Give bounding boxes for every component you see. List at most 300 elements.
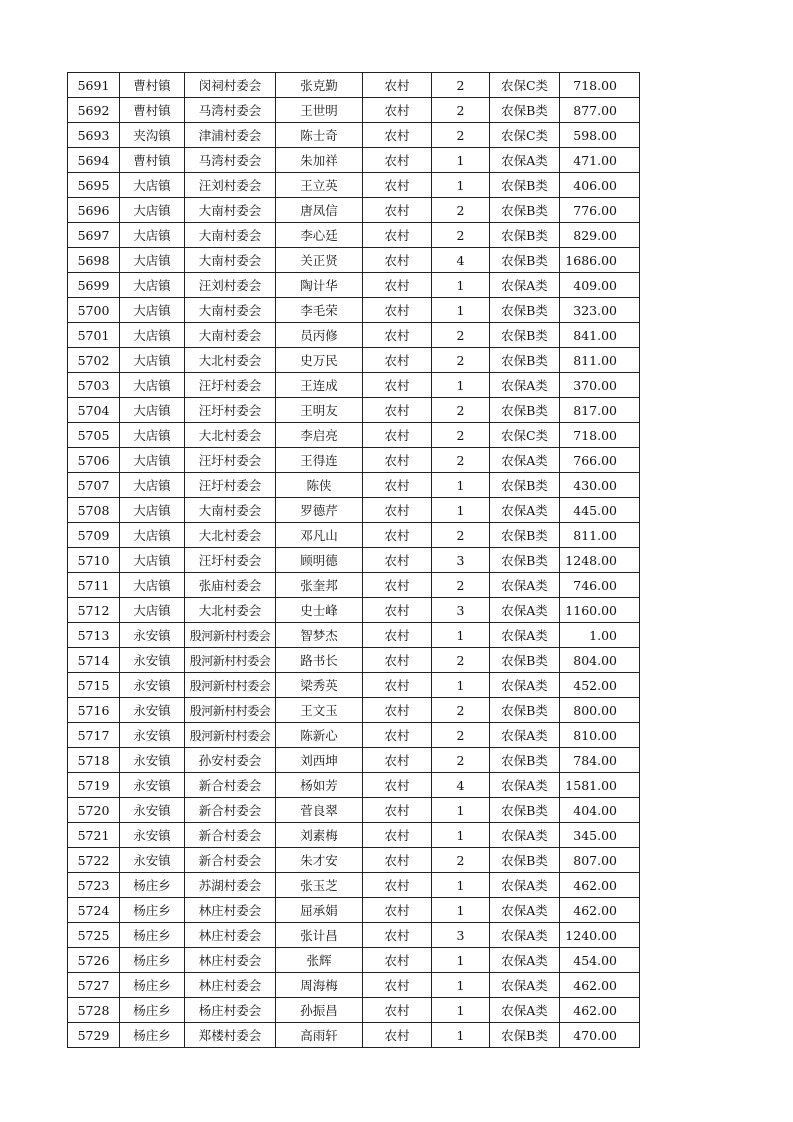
table-row: [68, 348, 640, 373]
household-type-cell: 农村: [363, 373, 432, 398]
amount-cell: 409.00: [560, 273, 640, 298]
name-cell: 菅良翠: [276, 798, 363, 823]
insurance-category-cell: 农保B类: [490, 298, 560, 323]
insurance-category-cell: 农保A类: [490, 623, 560, 648]
insurance-category-cell: 农保A类: [490, 898, 560, 923]
town-cell: 杨庄乡: [120, 998, 185, 1023]
town-cell: 永安镇: [120, 823, 185, 848]
name-cell: 罗德芹: [276, 498, 363, 523]
table-row: [68, 173, 640, 198]
insurance-category-cell: 农保B类: [490, 198, 560, 223]
household-size-cell: 2: [432, 98, 490, 123]
insurance-category-cell: 农保A类: [490, 823, 560, 848]
name-cell: 路书长: [276, 648, 363, 673]
insurance-category-cell: 农保A类: [490, 998, 560, 1023]
household-size-cell: 1: [432, 498, 490, 523]
record-id-cell: 5717: [68, 723, 120, 748]
household-size-cell: 1: [432, 998, 490, 1023]
name-cell: 张奎邦: [276, 573, 363, 598]
record-id-cell: 5716: [68, 698, 120, 723]
amount-cell: 877.00: [560, 98, 640, 123]
record-id-cell: 5697: [68, 223, 120, 248]
town-cell: 杨庄乡: [120, 1023, 185, 1048]
village-committee-cell: 大南村委会: [185, 498, 276, 523]
insurance-category-cell: 农保B类: [490, 348, 560, 373]
record-id-cell: 5711: [68, 573, 120, 598]
town-cell: 大店镇: [120, 448, 185, 473]
insurance-category-cell: 农保B类: [490, 798, 560, 823]
household-size-cell: 2: [432, 523, 490, 548]
table-row: [68, 123, 640, 148]
insurance-category-cell: 农保A类: [490, 948, 560, 973]
household-type-cell: 农村: [363, 448, 432, 473]
record-id-cell: 5706: [68, 448, 120, 473]
name-cell: 王世明: [276, 98, 363, 123]
village-committee-cell: 孙安村委会: [185, 748, 276, 773]
village-committee-cell: 新合村委会: [185, 823, 276, 848]
table-row: [68, 898, 640, 923]
amount-cell: 784.00: [560, 748, 640, 773]
name-cell: 周海梅: [276, 973, 363, 998]
amount-cell: 452.00: [560, 673, 640, 698]
name-cell: 顾明德: [276, 548, 363, 573]
name-cell: 李启亮: [276, 423, 363, 448]
insurance-category-cell: 农保B类: [490, 473, 560, 498]
record-id-cell: 5701: [68, 323, 120, 348]
village-committee-cell: 津浦村委会: [185, 123, 276, 148]
village-committee-cell: 汪圩村委会: [185, 473, 276, 498]
household-type-cell: 农村: [363, 273, 432, 298]
amount-cell: 462.00: [560, 998, 640, 1023]
village-committee-cell: 殷河新村村委会: [185, 698, 276, 723]
insurance-category-cell: 农保B类: [490, 1023, 560, 1048]
household-type-cell: 农村: [363, 123, 432, 148]
household-size-cell: 2: [432, 398, 490, 423]
table-row: [68, 648, 640, 673]
town-cell: 大店镇: [120, 473, 185, 498]
amount-cell: 370.00: [560, 373, 640, 398]
name-cell: 史万民: [276, 348, 363, 373]
table-row: [68, 723, 640, 748]
village-committee-cell: 殷河新村村委会: [185, 623, 276, 648]
record-id-cell: 5722: [68, 848, 120, 873]
household-type-cell: 农村: [363, 748, 432, 773]
table-row: [68, 873, 640, 898]
table-row: [68, 548, 640, 573]
record-id-cell: 5727: [68, 973, 120, 998]
household-size-cell: 4: [432, 248, 490, 273]
household-size-cell: 1: [432, 823, 490, 848]
amount-cell: 776.00: [560, 198, 640, 223]
household-type-cell: 农村: [363, 923, 432, 948]
village-committee-cell: 新合村委会: [185, 773, 276, 798]
town-cell: 曹村镇: [120, 73, 185, 98]
household-type-cell: 农村: [363, 198, 432, 223]
table-row: [68, 148, 640, 173]
household-size-cell: 2: [432, 348, 490, 373]
town-cell: 大店镇: [120, 573, 185, 598]
household-size-cell: 2: [432, 198, 490, 223]
name-cell: 梁秀英: [276, 673, 363, 698]
town-cell: 永安镇: [120, 798, 185, 823]
record-id-cell: 5696: [68, 198, 120, 223]
record-id-cell: 5692: [68, 98, 120, 123]
table-row: [68, 673, 640, 698]
name-cell: 邓凡山: [276, 523, 363, 548]
household-size-cell: 1: [432, 473, 490, 498]
name-cell: 刘西坤: [276, 748, 363, 773]
record-id-cell: 5712: [68, 598, 120, 623]
table-row: [68, 748, 640, 773]
village-committee-cell: 林庄村委会: [185, 973, 276, 998]
insurance-category-cell: 农保B类: [490, 748, 560, 773]
household-type-cell: 农村: [363, 948, 432, 973]
name-cell: 陈新心: [276, 723, 363, 748]
insurance-category-cell: 农保B类: [490, 223, 560, 248]
record-id-cell: 5723: [68, 873, 120, 898]
name-cell: 孙振昌: [276, 998, 363, 1023]
village-committee-cell: 汪圩村委会: [185, 398, 276, 423]
name-cell: 刘素梅: [276, 823, 363, 848]
household-type-cell: 农村: [363, 498, 432, 523]
town-cell: 大店镇: [120, 598, 185, 623]
household-size-cell: 2: [432, 323, 490, 348]
insurance-category-cell: 农保B类: [490, 323, 560, 348]
town-cell: 大店镇: [120, 523, 185, 548]
table-row: [68, 998, 640, 1023]
village-committee-cell: 林庄村委会: [185, 923, 276, 948]
amount-cell: 829.00: [560, 223, 640, 248]
insurance-category-cell: 农保B类: [490, 848, 560, 873]
amount-cell: 841.00: [560, 323, 640, 348]
name-cell: 朱才安: [276, 848, 363, 873]
record-id-cell: 5713: [68, 623, 120, 648]
table-row: [68, 823, 640, 848]
amount-cell: 404.00: [560, 798, 640, 823]
village-committee-cell: 林庄村委会: [185, 948, 276, 973]
town-cell: 大店镇: [120, 423, 185, 448]
record-id-cell: 5724: [68, 898, 120, 923]
household-type-cell: 农村: [363, 823, 432, 848]
insurance-category-cell: 农保A类: [490, 723, 560, 748]
table-row: [68, 623, 640, 648]
amount-cell: 454.00: [560, 948, 640, 973]
household-size-cell: 2: [432, 448, 490, 473]
household-size-cell: 4: [432, 773, 490, 798]
amount-cell: 811.00: [560, 523, 640, 548]
name-cell: 陈侠: [276, 473, 363, 498]
insurance-category-cell: 农保B类: [490, 173, 560, 198]
household-size-cell: 1: [432, 798, 490, 823]
table-row: [68, 973, 640, 998]
household-type-cell: 农村: [363, 298, 432, 323]
table-row: [68, 398, 640, 423]
town-cell: 永安镇: [120, 698, 185, 723]
household-type-cell: 农村: [363, 848, 432, 873]
name-cell: 王文玉: [276, 698, 363, 723]
amount-cell: 445.00: [560, 498, 640, 523]
household-type-cell: 农村: [363, 623, 432, 648]
household-type-cell: 农村: [363, 773, 432, 798]
table-row: [68, 373, 640, 398]
household-size-cell: 2: [432, 73, 490, 98]
village-committee-cell: 苏湖村委会: [185, 873, 276, 898]
household-size-cell: 1: [432, 673, 490, 698]
insurance-category-cell: 农保B类: [490, 523, 560, 548]
town-cell: 永安镇: [120, 623, 185, 648]
village-committee-cell: 大南村委会: [185, 248, 276, 273]
town-cell: 杨庄乡: [120, 923, 185, 948]
amount-cell: 1686.00: [560, 248, 640, 273]
town-cell: 大店镇: [120, 198, 185, 223]
name-cell: 李毛荣: [276, 298, 363, 323]
household-size-cell: 1: [432, 898, 490, 923]
record-id-cell: 5698: [68, 248, 120, 273]
amount-cell: 804.00: [560, 648, 640, 673]
village-committee-cell: 汪刘村委会: [185, 173, 276, 198]
table-row: [68, 448, 640, 473]
insurance-category-cell: 农保A类: [490, 598, 560, 623]
insurance-category-cell: 农保A类: [490, 923, 560, 948]
village-committee-cell: 大南村委会: [185, 323, 276, 348]
household-type-cell: 农村: [363, 173, 432, 198]
amount-cell: 470.00: [560, 1023, 640, 1048]
roster-body: [68, 73, 640, 1048]
insurance-category-cell: 农保B类: [490, 98, 560, 123]
village-committee-cell: 马湾村委会: [185, 98, 276, 123]
name-cell: 陈士奇: [276, 123, 363, 148]
table-row: [68, 598, 640, 623]
record-id-cell: 5725: [68, 923, 120, 948]
record-id-cell: 5721: [68, 823, 120, 848]
village-committee-cell: 马湾村委会: [185, 148, 276, 173]
household-type-cell: 农村: [363, 348, 432, 373]
table-row: [68, 498, 640, 523]
name-cell: 高雨轩: [276, 1023, 363, 1048]
village-committee-cell: 张庙村委会: [185, 573, 276, 598]
name-cell: 李心廷: [276, 223, 363, 248]
village-committee-cell: 大北村委会: [185, 523, 276, 548]
town-cell: 大店镇: [120, 248, 185, 273]
record-id-cell: 5719: [68, 773, 120, 798]
name-cell: 张克勤: [276, 73, 363, 98]
table-row: [68, 198, 640, 223]
town-cell: 大店镇: [120, 323, 185, 348]
household-size-cell: 2: [432, 848, 490, 873]
record-id-cell: 5714: [68, 648, 120, 673]
household-size-cell: 1: [432, 173, 490, 198]
name-cell: 屈承娟: [276, 898, 363, 923]
household-size-cell: 1: [432, 148, 490, 173]
record-id-cell: 5691: [68, 73, 120, 98]
record-id-cell: 5709: [68, 523, 120, 548]
record-id-cell: 5700: [68, 298, 120, 323]
amount-cell: 718.00: [560, 423, 640, 448]
insurance-category-cell: 农保B类: [490, 248, 560, 273]
village-committee-cell: 闵祠村委会: [185, 73, 276, 98]
insurance-category-cell: 农保A类: [490, 373, 560, 398]
insurance-category-cell: 农保A类: [490, 973, 560, 998]
record-id-cell: 5715: [68, 673, 120, 698]
amount-cell: 817.00: [560, 398, 640, 423]
household-type-cell: 农村: [363, 573, 432, 598]
table-row: [68, 98, 640, 123]
name-cell: 杨如芳: [276, 773, 363, 798]
name-cell: 张辉: [276, 948, 363, 973]
insurance-category-cell: 农保A类: [490, 498, 560, 523]
town-cell: 永安镇: [120, 748, 185, 773]
amount-cell: 462.00: [560, 973, 640, 998]
village-committee-cell: 汪圩村委会: [185, 373, 276, 398]
town-cell: 永安镇: [120, 673, 185, 698]
amount-cell: 811.00: [560, 348, 640, 373]
household-size-cell: 3: [432, 923, 490, 948]
insurance-category-cell: 农保A类: [490, 573, 560, 598]
household-size-cell: 2: [432, 748, 490, 773]
town-cell: 大店镇: [120, 373, 185, 398]
household-size-cell: 1: [432, 273, 490, 298]
name-cell: 张玉芝: [276, 873, 363, 898]
amount-cell: 1581.00: [560, 773, 640, 798]
village-committee-cell: 殷河新村村委会: [185, 723, 276, 748]
name-cell: 智梦杰: [276, 623, 363, 648]
record-id-cell: 5710: [68, 548, 120, 573]
insurance-category-cell: 农保C类: [490, 423, 560, 448]
village-committee-cell: 新合村委会: [185, 798, 276, 823]
amount-cell: 810.00: [560, 723, 640, 748]
record-id-cell: 5705: [68, 423, 120, 448]
table-row: [68, 298, 640, 323]
name-cell: 张计昌: [276, 923, 363, 948]
name-cell: 唐凤信: [276, 198, 363, 223]
amount-cell: 718.00: [560, 73, 640, 98]
table-row: [68, 73, 640, 98]
household-type-cell: 农村: [363, 548, 432, 573]
record-id-cell: 5702: [68, 348, 120, 373]
household-type-cell: 农村: [363, 673, 432, 698]
insurance-category-cell: 农保C类: [490, 73, 560, 98]
town-cell: 大店镇: [120, 173, 185, 198]
household-size-cell: 3: [432, 598, 490, 623]
record-id-cell: 5720: [68, 798, 120, 823]
name-cell: 王明友: [276, 398, 363, 423]
village-committee-cell: 殷河新村村委会: [185, 673, 276, 698]
name-cell: 王连成: [276, 373, 363, 398]
name-cell: 王得连: [276, 448, 363, 473]
household-type-cell: 农村: [363, 423, 432, 448]
table-row: [68, 923, 640, 948]
household-size-cell: 1: [432, 1023, 490, 1048]
household-type-cell: 农村: [363, 998, 432, 1023]
household-type-cell: 农村: [363, 798, 432, 823]
insurance-category-cell: 农保B类: [490, 548, 560, 573]
roster-table: [67, 72, 640, 1048]
amount-cell: 598.00: [560, 123, 640, 148]
town-cell: 大店镇: [120, 223, 185, 248]
household-size-cell: 2: [432, 223, 490, 248]
table-row: [68, 848, 640, 873]
amount-cell: 1.00: [560, 623, 640, 648]
amount-cell: 1160.00: [560, 598, 640, 623]
table-row: [68, 223, 640, 248]
table-row: [68, 948, 640, 973]
name-cell: 员丙修: [276, 323, 363, 348]
name-cell: 陶计华: [276, 273, 363, 298]
record-id-cell: 5693: [68, 123, 120, 148]
town-cell: 曹村镇: [120, 148, 185, 173]
town-cell: 永安镇: [120, 648, 185, 673]
insurance-category-cell: 农保A类: [490, 873, 560, 898]
record-id-cell: 5726: [68, 948, 120, 973]
name-cell: 朱加祥: [276, 148, 363, 173]
village-committee-cell: 大南村委会: [185, 223, 276, 248]
record-id-cell: 5704: [68, 398, 120, 423]
village-committee-cell: 大北村委会: [185, 348, 276, 373]
name-cell: 史士峰: [276, 598, 363, 623]
insurance-category-cell: 农保A类: [490, 773, 560, 798]
household-size-cell: 2: [432, 698, 490, 723]
household-size-cell: 1: [432, 873, 490, 898]
insurance-category-cell: 农保B类: [490, 398, 560, 423]
town-cell: 大店镇: [120, 273, 185, 298]
household-type-cell: 农村: [363, 248, 432, 273]
town-cell: 永安镇: [120, 723, 185, 748]
record-id-cell: 5708: [68, 498, 120, 523]
household-size-cell: 1: [432, 948, 490, 973]
household-type-cell: 农村: [363, 323, 432, 348]
village-committee-cell: 林庄村委会: [185, 898, 276, 923]
table-row: [68, 248, 640, 273]
town-cell: 杨庄乡: [120, 898, 185, 923]
table-row: [68, 573, 640, 598]
household-size-cell: 1: [432, 373, 490, 398]
insurance-category-cell: 农保C类: [490, 123, 560, 148]
household-size-cell: 2: [432, 648, 490, 673]
household-type-cell: 农村: [363, 973, 432, 998]
amount-cell: 323.00: [560, 298, 640, 323]
household-size-cell: 2: [432, 123, 490, 148]
table-row: [68, 1023, 640, 1048]
amount-cell: 746.00: [560, 573, 640, 598]
household-type-cell: 农村: [363, 98, 432, 123]
village-committee-cell: 大南村委会: [185, 298, 276, 323]
household-type-cell: 农村: [363, 723, 432, 748]
household-type-cell: 农村: [363, 398, 432, 423]
household-type-cell: 农村: [363, 148, 432, 173]
table-row: [68, 798, 640, 823]
amount-cell: 345.00: [560, 823, 640, 848]
record-id-cell: 5694: [68, 148, 120, 173]
amount-cell: 406.00: [560, 173, 640, 198]
amount-cell: 462.00: [560, 873, 640, 898]
household-type-cell: 农村: [363, 873, 432, 898]
town-cell: 大店镇: [120, 298, 185, 323]
town-cell: 杨庄乡: [120, 973, 185, 998]
town-cell: 大店镇: [120, 498, 185, 523]
table-row: [68, 473, 640, 498]
table-row: [68, 698, 640, 723]
insurance-category-cell: 农保A类: [490, 148, 560, 173]
amount-cell: 1248.00: [560, 548, 640, 573]
record-id-cell: 5703: [68, 373, 120, 398]
village-committee-cell: 汪圩村委会: [185, 448, 276, 473]
household-type-cell: 农村: [363, 223, 432, 248]
table-row: [68, 423, 640, 448]
village-committee-cell: 郑楼村委会: [185, 1023, 276, 1048]
household-size-cell: 2: [432, 723, 490, 748]
household-type-cell: 农村: [363, 473, 432, 498]
town-cell: 永安镇: [120, 773, 185, 798]
